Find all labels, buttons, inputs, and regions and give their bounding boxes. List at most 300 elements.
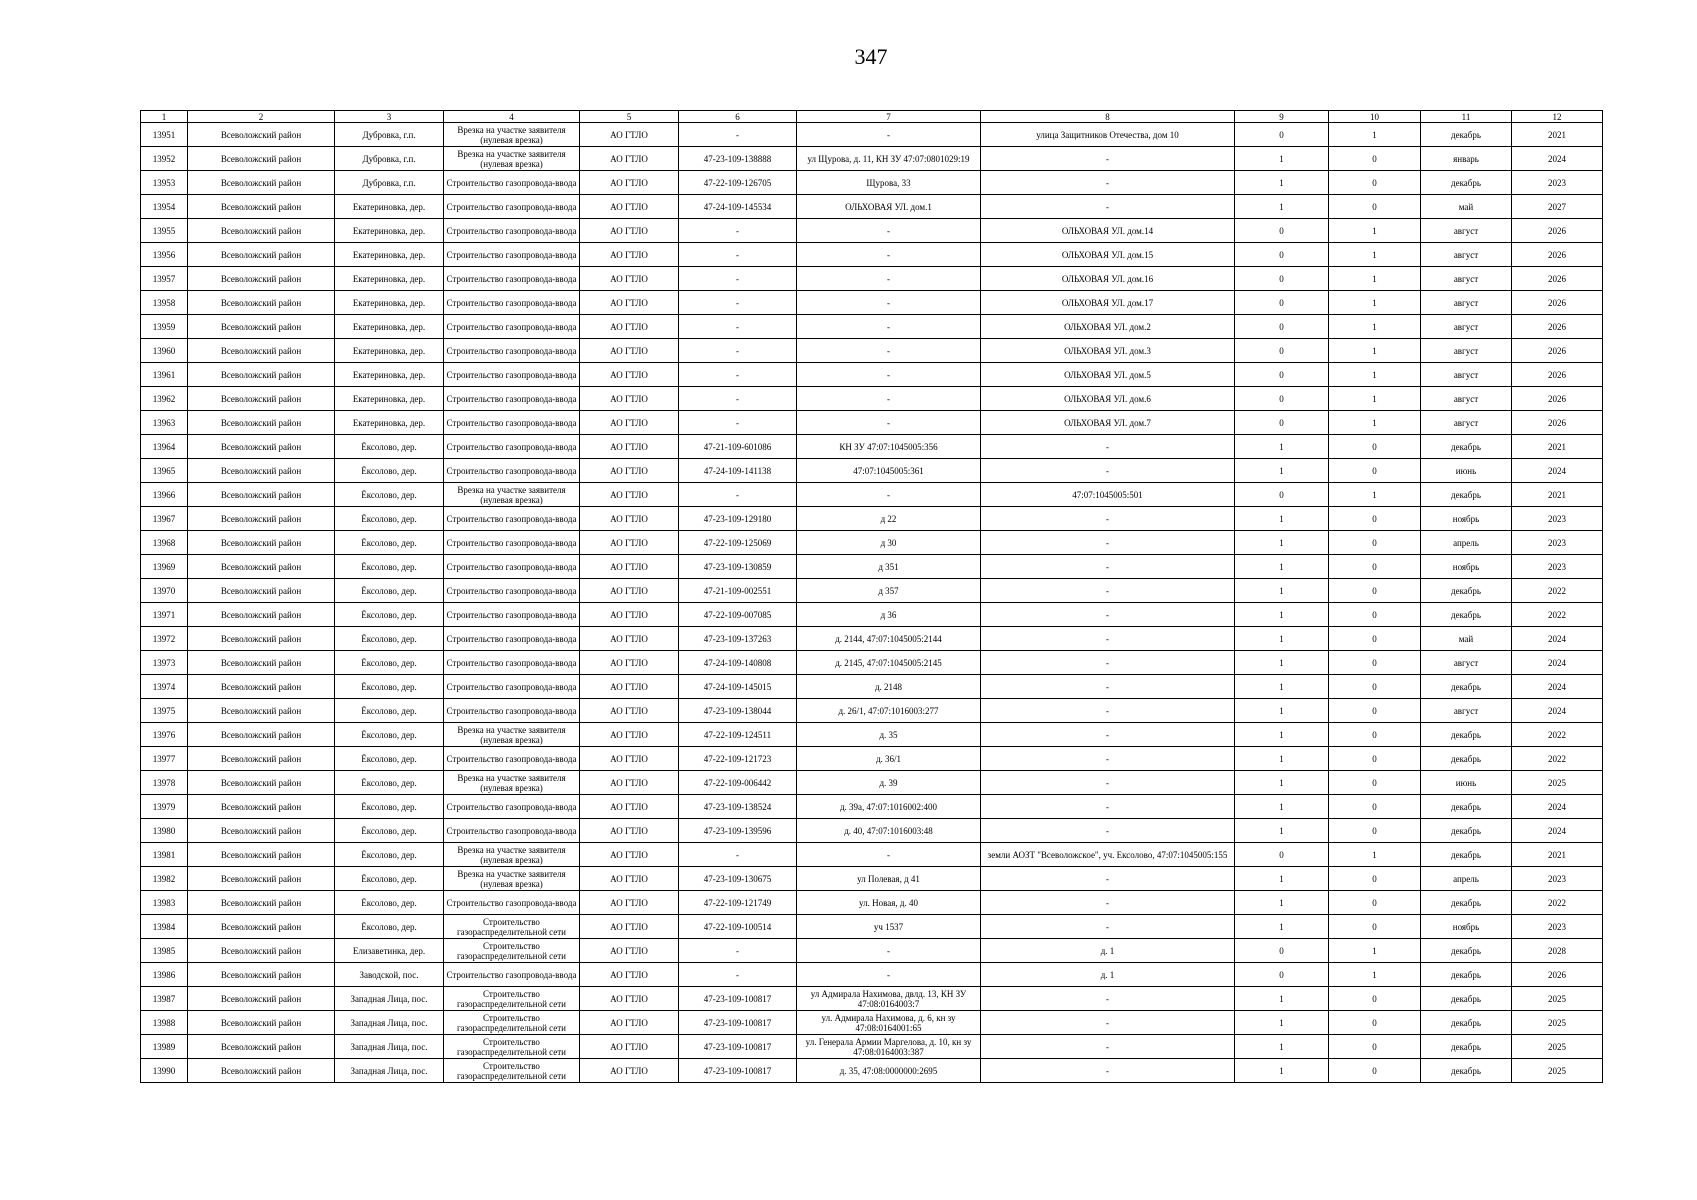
table-cell: 47:07:1045005:361	[797, 459, 981, 483]
table-cell: 1	[1329, 123, 1421, 147]
table-cell: Строительство газопровода-ввода	[444, 651, 580, 675]
table-cell: КН ЗУ 47:07:1045005:356	[797, 435, 981, 459]
table-cell: 47-22-109-100514	[679, 915, 797, 939]
table-cell: ул. Адмирала Нахимова, д. 6, кн зу 47:08:0164001:65	[797, 1011, 981, 1035]
table-cell: Всеволожский район	[188, 411, 335, 435]
table-cell: август	[1421, 387, 1512, 411]
table-row	[141, 315, 1603, 339]
table-cell: Строительство газораспределительной сети	[444, 939, 580, 963]
table-row	[141, 891, 1603, 915]
table-cell: 1	[1329, 939, 1421, 963]
table-cell: 0	[1329, 195, 1421, 219]
table-cell: Екатериновка, дер.	[335, 411, 444, 435]
table-cell: Строительство газопровода-ввода	[444, 267, 580, 291]
table-cell: АО ГТЛО	[580, 147, 679, 171]
table-cell: АО ГТЛО	[580, 939, 679, 963]
table-cell: 2025	[1512, 1059, 1603, 1083]
table-row	[141, 1059, 1603, 1083]
table-cell: 2025	[1512, 771, 1603, 795]
table-cell: Врезка на участке заявителя (нулевая врезка)	[444, 147, 580, 171]
table-cell: -	[981, 531, 1235, 555]
table-cell: Строительство газопровода-ввода	[444, 555, 580, 579]
table-cell: 2022	[1512, 891, 1603, 915]
table-cell: 2024	[1512, 459, 1603, 483]
table-cell: декабрь	[1421, 675, 1512, 699]
table-cell: 2023	[1512, 867, 1603, 891]
table-row	[141, 915, 1603, 939]
column-header: 8	[981, 111, 1235, 123]
table-cell: АО ГТЛО	[580, 411, 679, 435]
table-cell: Всеволожский район	[188, 171, 335, 195]
table-cell: 13965	[141, 459, 188, 483]
table-cell: декабрь	[1421, 123, 1512, 147]
table-cell: 2028	[1512, 939, 1603, 963]
table-row	[141, 843, 1603, 867]
table-cell: декабрь	[1421, 963, 1512, 987]
table-cell: ул. Новая, д. 40	[797, 891, 981, 915]
table-cell: Всеволожский район	[188, 915, 335, 939]
table-cell: 13988	[141, 1011, 188, 1035]
table-cell: 1	[1235, 627, 1329, 651]
table-cell: август	[1421, 315, 1512, 339]
table-cell: Всеволожский район	[188, 795, 335, 819]
table-cell: ул Полевая, д 41	[797, 867, 981, 891]
table-cell: 1	[1329, 219, 1421, 243]
table-cell: 2026	[1512, 387, 1603, 411]
table-cell: 13953	[141, 171, 188, 195]
table-cell: декабрь	[1421, 939, 1512, 963]
table-cell: ОЛЬХОВАЯ УЛ. дом.17	[981, 291, 1235, 315]
table-cell: 1	[1235, 723, 1329, 747]
table-cell: 0	[1329, 699, 1421, 723]
table-cell: январь	[1421, 147, 1512, 171]
table-cell: Всеволожский район	[188, 891, 335, 915]
table-cell: АО ГТЛО	[580, 627, 679, 651]
table-cell: 0	[1329, 459, 1421, 483]
table-row	[141, 483, 1603, 507]
table-cell: Ёксолово, дер.	[335, 795, 444, 819]
table-cell: -	[679, 315, 797, 339]
table-row	[141, 939, 1603, 963]
table-cell: 47-23-109-137263	[679, 627, 797, 651]
table-cell: -	[981, 603, 1235, 627]
table-cell: 13962	[141, 387, 188, 411]
table-cell: Строительство газопровода-ввода	[444, 243, 580, 267]
table-cell: Всеволожский район	[188, 147, 335, 171]
table-cell: Ёксолово, дер.	[335, 699, 444, 723]
table-cell: -	[797, 843, 981, 867]
table-cell: 0	[1235, 123, 1329, 147]
table-cell: 13989	[141, 1035, 188, 1059]
table-cell: Всеволожский район	[188, 315, 335, 339]
table-cell: 13981	[141, 843, 188, 867]
table-cell: декабрь	[1421, 1011, 1512, 1035]
table-cell: -	[981, 915, 1235, 939]
table-cell: 1	[1329, 291, 1421, 315]
table-cell: 1	[1235, 1011, 1329, 1035]
table-cell: Всеволожский район	[188, 291, 335, 315]
header-row	[141, 111, 1603, 123]
table-cell: 47-23-109-138888	[679, 147, 797, 171]
table-cell: Заводской, пос.	[335, 963, 444, 987]
page-number: 347	[854, 44, 888, 69]
table-cell: 13972	[141, 627, 188, 651]
table-cell: 1	[1235, 171, 1329, 195]
table-cell: 13973	[141, 651, 188, 675]
table-cell: Ёксолово, дер.	[335, 771, 444, 795]
table-cell: Екатериновка, дер.	[335, 267, 444, 291]
table-cell: Всеволожский район	[188, 483, 335, 507]
table-cell: АО ГТЛО	[580, 603, 679, 627]
table-cell: 0	[1329, 675, 1421, 699]
table-cell: 13969	[141, 555, 188, 579]
column-header: 3	[335, 111, 444, 123]
table-cell: 0	[1329, 603, 1421, 627]
table-cell: Строительство газопровода-ввода	[444, 363, 580, 387]
table-cell: 2025	[1512, 1035, 1603, 1059]
table-cell: Строительство газораспределительной сети	[444, 1011, 580, 1035]
table-cell: АО ГТЛО	[580, 123, 679, 147]
table-cell: август	[1421, 291, 1512, 315]
table-cell: 1	[1329, 483, 1421, 507]
table-cell: 13961	[141, 363, 188, 387]
table-cell: декабрь	[1421, 891, 1512, 915]
table-cell: 13987	[141, 987, 188, 1011]
table-cell: улица Защитников Отечества, дом 10	[981, 123, 1235, 147]
table-cell: 2022	[1512, 723, 1603, 747]
table-row	[141, 147, 1603, 171]
table-cell: Екатериновка, дер.	[335, 363, 444, 387]
table-cell: -	[679, 963, 797, 987]
table-cell: -	[797, 363, 981, 387]
table-row	[141, 171, 1603, 195]
table-cell: Врезка на участке заявителя (нулевая врезка)	[444, 771, 580, 795]
table-cell: Строительство газопровода-ввода	[444, 819, 580, 843]
table-cell: 13979	[141, 795, 188, 819]
table-cell: -	[981, 795, 1235, 819]
table-cell: август	[1421, 363, 1512, 387]
table-cell: -	[797, 123, 981, 147]
table-cell: апрель	[1421, 867, 1512, 891]
table-cell: Дубровка, г.п.	[335, 123, 444, 147]
table-cell: ноябрь	[1421, 507, 1512, 531]
table-cell: АО ГТЛО	[580, 963, 679, 987]
table-cell: Всеволожский район	[188, 387, 335, 411]
table-cell: 13985	[141, 939, 188, 963]
table-cell: 2026	[1512, 411, 1603, 435]
table-cell: -	[981, 1059, 1235, 1083]
table-cell: АО ГТЛО	[580, 675, 679, 699]
table-cell: 47-22-109-007085	[679, 603, 797, 627]
table-cell: 47-23-109-100817	[679, 1011, 797, 1035]
table-cell: 2026	[1512, 291, 1603, 315]
table-cell: Строительство газопровода-ввода	[444, 195, 580, 219]
table-cell: АО ГТЛО	[580, 723, 679, 747]
table-cell: 47-21-109-601086	[679, 435, 797, 459]
table-cell: 47-23-109-129180	[679, 507, 797, 531]
table-cell: д 36	[797, 603, 981, 627]
table-cell: Дубровка, г.п.	[335, 147, 444, 171]
table-cell: д. 39а, 47:07:1016002:400	[797, 795, 981, 819]
table-cell: 2024	[1512, 147, 1603, 171]
table-cell: -	[679, 939, 797, 963]
table-cell: 47-24-109-145015	[679, 675, 797, 699]
table-cell: Всеволожский район	[188, 963, 335, 987]
table-cell: 47-22-109-121749	[679, 891, 797, 915]
table-cell: 2024	[1512, 819, 1603, 843]
table-cell: 47-22-109-125069	[679, 531, 797, 555]
table-cell: -	[981, 555, 1235, 579]
table-cell: август	[1421, 243, 1512, 267]
table-cell: Екатериновка, дер.	[335, 387, 444, 411]
table-cell: АО ГТЛО	[580, 171, 679, 195]
table-cell: 2023	[1512, 915, 1603, 939]
table-cell: д. 35	[797, 723, 981, 747]
table-cell: -	[797, 291, 981, 315]
table-cell: июнь	[1421, 459, 1512, 483]
table-cell: Екатериновка, дер.	[335, 291, 444, 315]
column-header: 2	[188, 111, 335, 123]
table-cell: АО ГТЛО	[580, 1035, 679, 1059]
table-row	[141, 219, 1603, 243]
table-cell: Всеволожский район	[188, 195, 335, 219]
table-cell: -	[981, 675, 1235, 699]
table-cell: 1	[1235, 699, 1329, 723]
table-cell: Ёксолово, дер.	[335, 507, 444, 531]
table-cell: 0	[1235, 411, 1329, 435]
column-header: 1	[141, 111, 188, 123]
table-cell: ул Адмирала Нахимова, двлд. 13, КН ЗУ 47:08:0164003:7	[797, 987, 981, 1011]
table-cell: Ёксолово, дер.	[335, 867, 444, 891]
table-cell: декабрь	[1421, 723, 1512, 747]
table-cell: 0	[1235, 339, 1329, 363]
table-cell: 1	[1235, 1059, 1329, 1083]
table-cell: 0	[1329, 819, 1421, 843]
table-cell: АО ГТЛО	[580, 1011, 679, 1035]
table-cell: 2021	[1512, 483, 1603, 507]
table-cell: декабрь	[1421, 579, 1512, 603]
table-cell: Строительство газопровода-ввода	[444, 291, 580, 315]
table-cell: -	[679, 291, 797, 315]
table-cell: ОЛЬХОВАЯ УЛ. дом.5	[981, 363, 1235, 387]
table-cell: Всеволожский район	[188, 627, 335, 651]
table-cell: АО ГТЛО	[580, 243, 679, 267]
table-cell: АО ГТЛО	[580, 387, 679, 411]
table-cell: Ёксолово, дер.	[335, 675, 444, 699]
table-row	[141, 819, 1603, 843]
table-cell: Всеволожский район	[188, 459, 335, 483]
table-cell: 0	[1329, 147, 1421, 171]
table-cell: 1	[1235, 435, 1329, 459]
table-cell: Всеволожский район	[188, 699, 335, 723]
table-cell: 2021	[1512, 435, 1603, 459]
table-cell: 2023	[1512, 171, 1603, 195]
table-row	[141, 1035, 1603, 1059]
table-cell: -	[981, 651, 1235, 675]
table-cell: 0	[1329, 507, 1421, 531]
table-cell: 0	[1329, 627, 1421, 651]
table-cell: Ёксолово, дер.	[335, 915, 444, 939]
table-cell: ОЛЬХОВАЯ УЛ. дом.7	[981, 411, 1235, 435]
table-cell: Ёксолово, дер.	[335, 459, 444, 483]
table-cell: 0	[1329, 723, 1421, 747]
gasification-table	[140, 110, 1603, 1083]
table-cell: -	[679, 843, 797, 867]
table-cell: 2023	[1512, 531, 1603, 555]
table-cell: -	[797, 315, 981, 339]
table-cell: 0	[1235, 939, 1329, 963]
table-cell: Строительство газопровода-ввода	[444, 339, 580, 363]
table-cell: апрель	[1421, 531, 1512, 555]
table-cell: д. 40, 47:07:1016003:48	[797, 819, 981, 843]
table-cell: 0	[1235, 243, 1329, 267]
table-cell: 1	[1235, 747, 1329, 771]
table-cell: 2022	[1512, 579, 1603, 603]
table-cell: 13983	[141, 891, 188, 915]
table-cell: ОЛЬХОВАЯ УЛ. дом.1	[797, 195, 981, 219]
table-cell: Строительство газопровода-ввода	[444, 795, 580, 819]
table-cell: 0	[1329, 531, 1421, 555]
table-cell: -	[981, 987, 1235, 1011]
table-cell: АО ГТЛО	[580, 219, 679, 243]
table-cell: 1	[1235, 507, 1329, 531]
table-cell: 1	[1329, 411, 1421, 435]
table-cell: 13975	[141, 699, 188, 723]
table-cell: -	[981, 507, 1235, 531]
column-header: 11	[1421, 111, 1512, 123]
table-cell: Ёксолово, дер.	[335, 627, 444, 651]
table-cell: Строительство газопровода-ввода	[444, 171, 580, 195]
table-cell: Всеволожский район	[188, 1035, 335, 1059]
table-cell: 2024	[1512, 675, 1603, 699]
table-cell: 1	[1329, 963, 1421, 987]
table-cell: Всеволожский район	[188, 267, 335, 291]
table-row	[141, 987, 1603, 1011]
table-cell: 2022	[1512, 747, 1603, 771]
table-row	[141, 411, 1603, 435]
table-cell: -	[981, 819, 1235, 843]
table-header	[141, 111, 1603, 123]
table-cell: 47-23-109-138044	[679, 699, 797, 723]
table-cell: 0	[1329, 1011, 1421, 1035]
table-cell: Всеволожский район	[188, 1011, 335, 1035]
table-cell: АО ГТЛО	[580, 363, 679, 387]
table-cell: 1	[1235, 1035, 1329, 1059]
table-cell: АО ГТЛО	[580, 555, 679, 579]
table-cell: -	[679, 363, 797, 387]
table-cell: декабрь	[1421, 747, 1512, 771]
table-cell: 0	[1329, 555, 1421, 579]
table-row	[141, 507, 1603, 531]
table-cell: 2026	[1512, 267, 1603, 291]
table-cell: -	[797, 387, 981, 411]
table-cell: ОЛЬХОВАЯ УЛ. дом.6	[981, 387, 1235, 411]
table-cell: декабрь	[1421, 435, 1512, 459]
table-cell: Врезка на участке заявителя (нулевая врезка)	[444, 723, 580, 747]
table-cell: 0	[1235, 843, 1329, 867]
table-cell: д. 2148	[797, 675, 981, 699]
table-cell: д 351	[797, 555, 981, 579]
table-cell: 13959	[141, 315, 188, 339]
table-cell: ул. Генерала Армии Маргелова, д. 10, кн зу 47:08:0164003:387	[797, 1035, 981, 1059]
table-row	[141, 723, 1603, 747]
table-body	[141, 123, 1603, 1083]
table-cell: ул Щурова, д. 11, КН ЗУ 47:07:0801029:19	[797, 147, 981, 171]
table-cell: -	[981, 891, 1235, 915]
table-cell: -	[797, 411, 981, 435]
table-row	[141, 1011, 1603, 1035]
table-cell: Всеволожский район	[188, 819, 335, 843]
table-cell: декабрь	[1421, 1035, 1512, 1059]
table-cell: 1	[1235, 531, 1329, 555]
table-cell: -	[679, 411, 797, 435]
table-cell: -	[981, 1035, 1235, 1059]
table-cell: 0	[1329, 171, 1421, 195]
table-cell: Ёксолово, дер.	[335, 651, 444, 675]
table-cell: 0	[1235, 315, 1329, 339]
table-cell: д 22	[797, 507, 981, 531]
table-cell: Всеволожский район	[188, 243, 335, 267]
table-cell: -	[981, 579, 1235, 603]
table-cell: -	[981, 195, 1235, 219]
table-cell: 0	[1235, 483, 1329, 507]
table-cell: 13952	[141, 147, 188, 171]
table-cell: -	[797, 243, 981, 267]
table-row	[141, 627, 1603, 651]
table-cell: 2024	[1512, 627, 1603, 651]
table-cell: -	[797, 339, 981, 363]
table-cell: АО ГТЛО	[580, 1059, 679, 1083]
table-cell: 13986	[141, 963, 188, 987]
table-cell: 0	[1329, 747, 1421, 771]
table-row	[141, 603, 1603, 627]
table-cell: декабрь	[1421, 987, 1512, 1011]
table-cell: 0	[1329, 867, 1421, 891]
table-cell: Всеволожский район	[188, 987, 335, 1011]
table-cell: 47-23-109-130859	[679, 555, 797, 579]
table-cell: АО ГТЛО	[580, 891, 679, 915]
table-cell: декабрь	[1421, 603, 1512, 627]
table-cell: Всеволожский район	[188, 555, 335, 579]
table-cell: 13984	[141, 915, 188, 939]
table-cell: -	[679, 387, 797, 411]
table-cell: 47-23-109-139596	[679, 819, 797, 843]
table-cell: 0	[1329, 915, 1421, 939]
table-cell: 47-24-109-140808	[679, 651, 797, 675]
table-cell: 1	[1235, 819, 1329, 843]
table-cell: АО ГТЛО	[580, 699, 679, 723]
table-cell: -	[679, 219, 797, 243]
table-cell: Строительство газопровода-ввода	[444, 459, 580, 483]
table-cell: АО ГТЛО	[580, 843, 679, 867]
table-cell: май	[1421, 195, 1512, 219]
table-cell: 13964	[141, 435, 188, 459]
table-cell: Екатериновка, дер.	[335, 339, 444, 363]
table-cell: Ёксолово, дер.	[335, 483, 444, 507]
table-cell: 13978	[141, 771, 188, 795]
table-row	[141, 459, 1603, 483]
table-cell: 2026	[1512, 363, 1603, 387]
table-cell: Врезка на участке заявителя (нулевая врезка)	[444, 123, 580, 147]
table-cell: Строительство газораспределительной сети	[444, 1059, 580, 1083]
table-cell: 1	[1235, 867, 1329, 891]
table-cell: земли АОЗТ "Всеволожское", уч. Ексолово, 47:07:1045005:155	[981, 843, 1235, 867]
table-cell: 13968	[141, 531, 188, 555]
table-cell: АО ГТЛО	[580, 819, 679, 843]
table-cell: д 357	[797, 579, 981, 603]
table-cell: 47-21-109-002551	[679, 579, 797, 603]
table-cell: Строительство газопровода-ввода	[444, 675, 580, 699]
